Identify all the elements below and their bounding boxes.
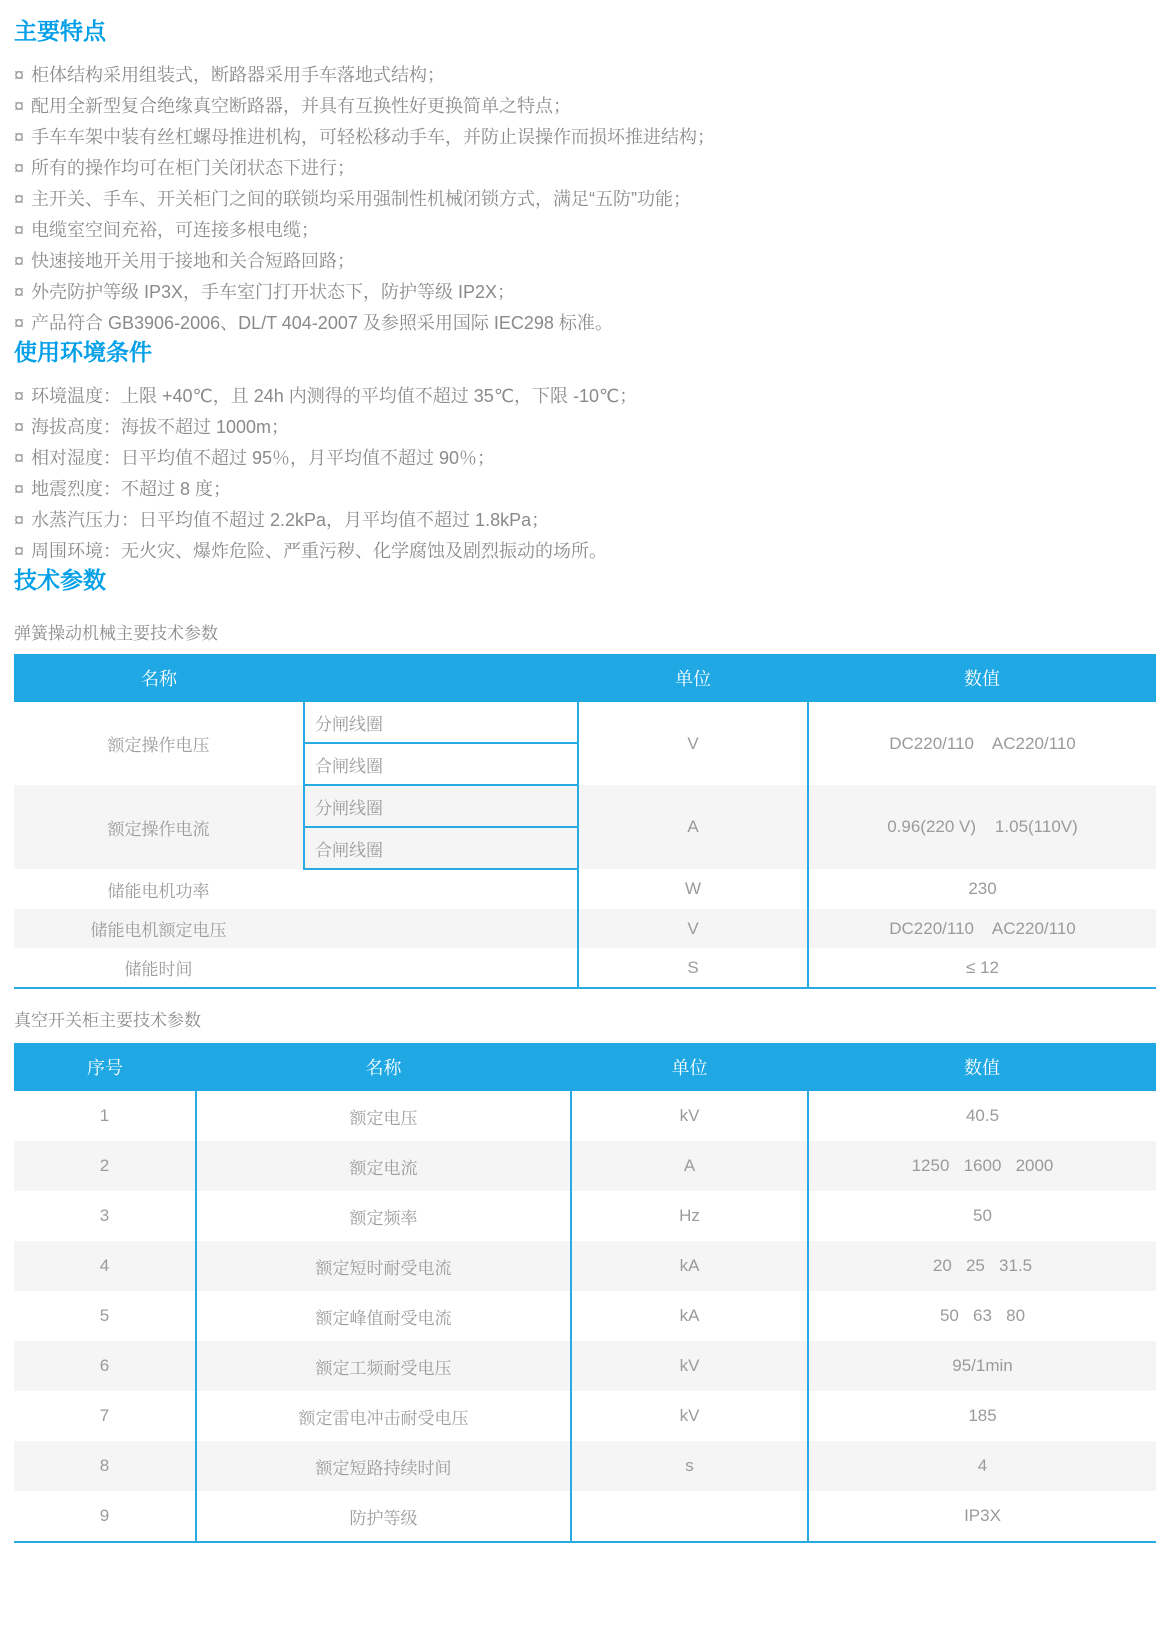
cell-subname: 合闸线圈 (304, 743, 578, 785)
cell-name: 储能电机额定电压 (14, 909, 578, 948)
cell-name: 额定工频耐受电压 (196, 1341, 571, 1391)
table-row (14, 1341, 1156, 1391)
column-header-value: 数值 (808, 1043, 1156, 1091)
environment-item (14, 443, 1156, 474)
table-row (14, 1241, 1156, 1291)
cell-value: 20 25 31.5 (808, 1241, 1156, 1291)
feature-item (14, 153, 1156, 184)
environment-item (14, 381, 1156, 412)
cell-unit: V (578, 909, 808, 948)
environment-text: 水蒸汽压力：日平均值不超过 2.2kPa，月平均值不超过 1.8kPa； (31, 510, 550, 530)
cell-unit: V (578, 702, 808, 785)
environment-text: 周围环境：无火灾、爆炸危险、严重污秽、化学腐蚀及剧烈振动的场所。 (31, 541, 608, 561)
cell-name: 额定频率 (196, 1191, 571, 1241)
cell-no: 1 (99, 1106, 110, 1125)
environment-item (14, 505, 1156, 536)
cell-no: 6 (14, 1341, 196, 1391)
cell-unit: Hz (571, 1191, 808, 1241)
cell-unit: A (578, 785, 808, 869)
feature-text: 手车车架中装有丝杠螺母推进机构，可轻松移动手车，并防止误操作而损坏推进结构； (31, 127, 716, 147)
environment-item (14, 474, 1156, 505)
bullet-marker: ¤ (14, 479, 25, 499)
feature-item (14, 91, 1156, 122)
cell-value: 1250 1600 2000 (808, 1141, 1156, 1191)
bullet-marker: ¤ (14, 65, 25, 85)
cell-unit: s (571, 1441, 808, 1491)
feature-item (14, 277, 1156, 308)
feature-item (14, 122, 1156, 153)
cell-unit: kA (571, 1291, 808, 1341)
switchgear-table (14, 1043, 1156, 1543)
column-header-name: 名称 (196, 1043, 571, 1091)
spring-mechanism-table (14, 654, 1156, 989)
cell-no: 9 (99, 1506, 110, 1525)
column-header-unit: 单位 (571, 1043, 808, 1091)
cell-value: 4 (808, 1441, 1156, 1491)
table-row (14, 909, 1156, 948)
cell-unit: S (578, 948, 808, 988)
cell-name: 额定峰值耐受电流 (196, 1291, 571, 1341)
feature-text: 外壳防护等级 IP3X，手车室门打开状态下，防护等级 IP2X； (31, 282, 516, 302)
cell-no: 3 (99, 1206, 110, 1225)
cell-name: 额定短时耐受电流 (196, 1241, 571, 1291)
cell-name: 储能电机功率 (107, 882, 210, 901)
table-row (14, 1141, 1156, 1191)
cell-name: 额定操作电流 (14, 785, 304, 869)
cell-name: 额定雷电冲击耐受电压 (196, 1391, 571, 1441)
cell-no: 4 (14, 1241, 196, 1291)
bullet-marker: ¤ (14, 220, 25, 240)
cell-unit: W (578, 869, 808, 909)
feature-item (14, 246, 1156, 277)
cell-name: 额定操作电压 (107, 736, 210, 755)
cell-unit: kA (571, 1241, 808, 1291)
cell-unit: kV (571, 1341, 808, 1391)
bullet-marker: ¤ (14, 282, 25, 302)
feature-text: 电缆室空间充裕，可连接多根电缆； (31, 220, 320, 240)
cell-subname: 合闸线圈 (304, 827, 578, 869)
environment-text: 相对湿度：日平均值不超过 95％，月平均值不超过 90％； (31, 448, 496, 468)
bullet-marker: ¤ (14, 448, 25, 468)
section-title-features: 主要特点 (14, 18, 106, 44)
cell-value: 40.5 (808, 1091, 1156, 1141)
environment-text: 海拔高度：海拔不超过 1000m； (31, 417, 290, 437)
feature-text: 所有的操作均可在柜门关闭状态下进行； (31, 158, 356, 178)
cell-no: 8 (14, 1441, 196, 1491)
bullet-marker: ¤ (14, 510, 25, 530)
feature-item (14, 308, 1156, 339)
section-title-environment: 使用环境条件 (14, 339, 152, 365)
feature-item (14, 184, 1156, 215)
cell-value: DC220/110 AC220/110 (808, 909, 1156, 948)
bullet-marker: ¤ (14, 251, 25, 271)
cell-name: 防护等级 (196, 1491, 571, 1542)
cell-value: 50 (808, 1191, 1156, 1241)
table-row (14, 785, 1156, 827)
section-title-tech: 技术参数 (14, 567, 106, 593)
column-header-unit: 单位 (578, 654, 808, 702)
cell-unit: kV (571, 1091, 808, 1141)
cell-name: 额定电流 (196, 1141, 571, 1191)
cell-value: 185 (808, 1391, 1156, 1441)
bullet-marker: ¤ (14, 541, 25, 561)
cell-subname: 分闸线圈 (304, 702, 578, 743)
cell-no: 5 (99, 1306, 110, 1325)
cell-unit: kV (571, 1391, 808, 1441)
cell-value: 50 63 80 (808, 1291, 1156, 1341)
feature-text: 快速接地开关用于接地和关合短路回路； (31, 251, 356, 271)
environment-item (14, 536, 1156, 567)
features-list (14, 60, 1156, 339)
table-row (14, 948, 1156, 988)
environment-text: 环境温度：上限 +40℃，且 24h 内测得的平均值不超过 35℃，下限 -10℃； (31, 386, 638, 406)
table-row (14, 1441, 1156, 1491)
bullet-marker: ¤ (14, 189, 25, 209)
environment-list (14, 381, 1156, 567)
cell-no: 2 (14, 1141, 196, 1191)
table-header-row (14, 654, 1156, 702)
table-header-row (14, 1043, 1156, 1091)
table-row (14, 1291, 1156, 1341)
table-caption-switchgear: 真空开关柜主要技术参数 (14, 1011, 201, 1030)
cell-value: IP3X (808, 1491, 1156, 1542)
feature-text: 产品符合 GB3906-2006、DL/T 404-2007 及参照采用国际 IEC298 标准。 (31, 313, 613, 333)
feature-text: 主开关、手车、开关柜门之间的联锁均采用强制性机械闭锁方式，满足“五防”功能； (31, 189, 692, 209)
cell-unit: A (571, 1141, 808, 1191)
cell-name: 储能时间 (124, 960, 193, 979)
environment-item (14, 412, 1156, 443)
table-row (14, 1191, 1156, 1241)
cell-name: 额定电压 (196, 1091, 571, 1141)
table-row (14, 1391, 1156, 1441)
cell-name: 额定短路持续时间 (196, 1441, 571, 1491)
cell-value: 95/1min (808, 1341, 1156, 1391)
column-header-no: 序号 (14, 1043, 196, 1091)
cell-subname: 分闸线圈 (304, 785, 578, 827)
column-header-name: 名称 (14, 654, 578, 702)
feature-text: 柜体结构采用组装式，断路器采用手车落地式结构； (31, 65, 446, 85)
feature-item (14, 60, 1156, 91)
cell-value: DC220/110 AC220/110 (808, 702, 1156, 785)
cell-value: 230 (808, 869, 1156, 909)
column-header-value: 数值 (808, 654, 1156, 702)
bullet-marker: ¤ (14, 158, 25, 178)
cell-no: 7 (99, 1406, 110, 1425)
feature-item (14, 215, 1156, 246)
table-caption-spring: 弹簧操动机械主要技术参数 (14, 624, 218, 643)
feature-text: 配用全新型复合绝缘真空断路器，并具有互换性好更换简单之特点； (31, 96, 572, 116)
bullet-marker: ¤ (14, 313, 25, 333)
bullet-marker: ¤ (14, 417, 25, 437)
bullet-marker: ¤ (14, 96, 25, 116)
cell-unit (571, 1491, 808, 1542)
table-row (14, 869, 1156, 909)
table-row (14, 1491, 1156, 1542)
table-row (14, 702, 1156, 743)
table-row (14, 1091, 1156, 1141)
bullet-marker: ¤ (14, 386, 25, 406)
cell-value: 0.96(220 V) 1.05(110V) (808, 785, 1156, 869)
cell-value: ≤ 12 (808, 948, 1156, 988)
bullet-marker: ¤ (14, 127, 25, 147)
environment-text: 地震烈度：不超过 8 度； (31, 479, 232, 499)
